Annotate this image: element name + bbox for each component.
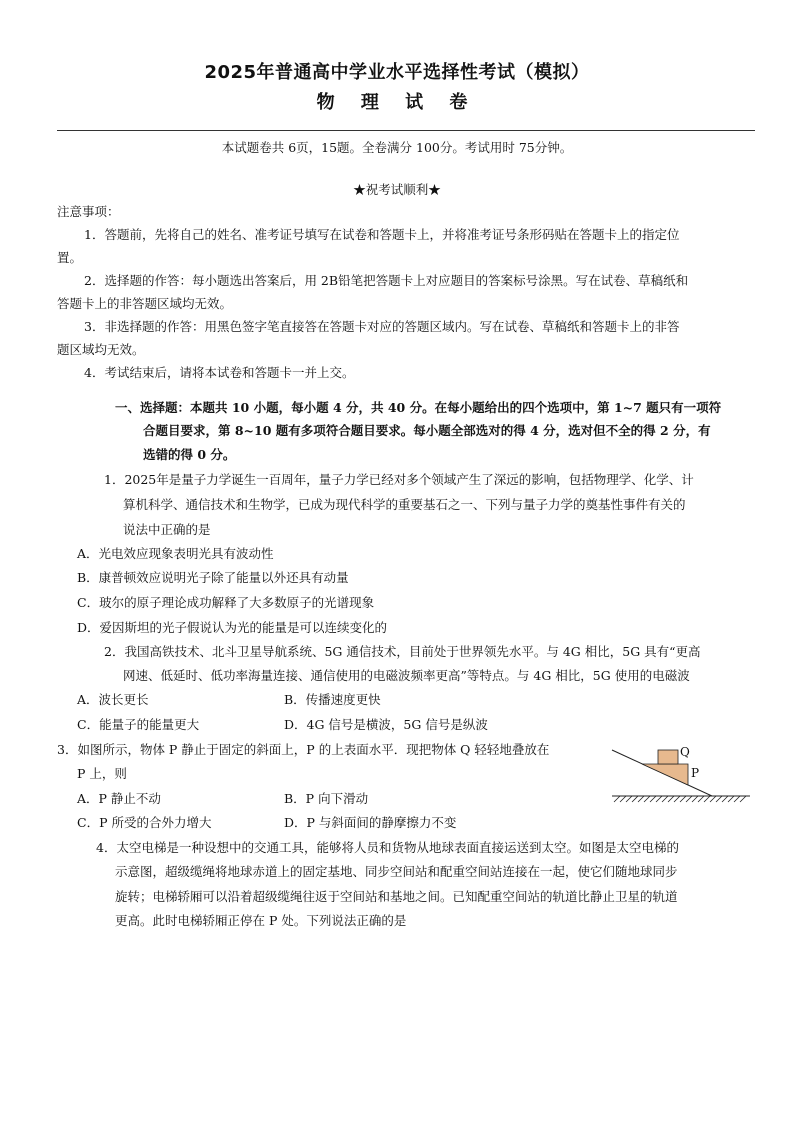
q4-stem-cont: 旋转；电梯轿厢可以沿着超级缆绳往返于空间站和基地之间。已知配重空间站的轨道比静止卫星的轨道 [115, 889, 678, 904]
notes-heading: 注意事项： [57, 204, 120, 219]
q1-stem-cont: 说法中正确的是 [123, 522, 211, 537]
incline-figure [608, 744, 754, 806]
q1-option-d: D．爱因斯坦的光子假说认为光的能量是可以连续变化的 [77, 620, 388, 635]
section-heading-cont: 合题目要求，第 8~10 题有多项符合题目要求。每小题全部选对的得 4 分，选对但不全的得 2 分，有 [143, 423, 711, 438]
q3-option-c: C．P 所受的合外力增大 [77, 815, 212, 830]
section-heading: 一、选择题：本题共 10 小题，每小题 4 分，共 40 分。在每小题给出的四个选项中，第 1~7 题只有一项符 [115, 400, 722, 415]
note-line: 答题卡上的非答题区域均无效。 [57, 296, 233, 311]
q3-option-d: D．P 与斜面间的静摩擦力不变 [284, 815, 457, 830]
q4-stem-cont: 更高。此时电梯轿厢正停在 P 处。下列说法正确的是 [115, 913, 407, 928]
note-line: 1．答题前，先将自己的姓名、准考证号填写在试卷和答题卡上，并将准考证号条形码贴在答题卡上的指定位 [84, 227, 680, 242]
label-p: P [691, 766, 700, 780]
note-line: 3．非选择题的作答：用黑色签字笔直接答在答题卡对应的答题区域内。写在试卷、草稿纸和答题卡上的非答 [84, 319, 680, 334]
q3-stem-cont: P 上，则 [77, 766, 127, 781]
ground-hatching [614, 796, 746, 802]
q1-option-a: A．光电效应现象表明光具有波动性 [77, 546, 274, 561]
section-heading-cont: 选错的得 0 分。 [143, 447, 236, 462]
q4-stem: 4．太空电梯是一种设想中的交通工具，能够将人员和货物从地球表面直接运送到太空。如图是太空电梯的 [96, 840, 679, 855]
q1-stem: 1．2025年是量子力学诞生一百周年，量子力学已经对多个领域产生了深远的影响，包括物理学、化学、计 [104, 472, 694, 487]
note-line: 置。 [57, 250, 83, 265]
q2-stem-cont: 网速、低延时、低功率海量连接、通信使用的电磁波频率更高”等特点。与 4G 相比，5G 使用的电磁波 [123, 668, 690, 683]
q3-stem: 3．如图所示，物体 P 静止于固定的斜面上，P 的上表面水平．现把物体 Q 轻轻地叠放在 [57, 742, 550, 757]
note-line: 4．考试结束后，请将本试卷和答题卡一并上交。 [84, 365, 355, 380]
q2-option-d: D．4G 信号是横波，5G 信号是纵波 [284, 717, 488, 732]
exam-title: 2025年普通高中学业水平选择性考试（模拟） [204, 62, 590, 83]
q2-option-a: A．波长更长 [77, 692, 149, 707]
note-line: 题区域均无效。 [57, 342, 145, 357]
q2-option-c: C．能量子的能量更大 [77, 717, 200, 732]
exam-info: 本试题卷共 6页，15题。全卷满分 100分。考试用时 75分钟。 [221, 140, 573, 155]
good-luck-line: ★祝考试顺利★ [353, 182, 441, 197]
label-q: Q [680, 745, 690, 759]
q3-option-a: A．P 静止不动 [77, 791, 161, 806]
block-p [642, 764, 688, 785]
exam-subject: 物 理 试 卷 [316, 92, 478, 113]
block-q [658, 750, 678, 764]
q2-stem: 2．我国高铁技术、北斗卫星导航系统、5G 通信技术，目前处于世界领先水平。与 4G 相比，5G 具有“更高 [104, 644, 701, 659]
q1-option-c: C．玻尔的原子理论成功解释了大多数原子的光谱现象 [77, 595, 375, 610]
q3-option-b: B．P 向下滑动 [284, 791, 369, 806]
q2-option-b: B．传播速度更快 [284, 692, 381, 707]
header-divider [57, 130, 755, 131]
q1-stem-cont: 算机科学、通信技术和生物学，已成为现代科学的重要基石之一、下列与量子力学的奠基性事件有关的 [123, 497, 686, 512]
note-line: 2．选择题的作答：每小题选出答案后，用 2B铅笔把答题卡上对应题目的答案标号涂黑。写在试卷、草稿纸和 [84, 273, 689, 288]
q1-option-b: B．康普顿效应说明光子除了能量以外还具有动量 [77, 570, 349, 585]
q4-stem-cont: 示意图，超级缆绳将地球赤道上的固定基地、同步空间站和配重空间站连接在一起，使它们随地球同步 [115, 864, 678, 879]
